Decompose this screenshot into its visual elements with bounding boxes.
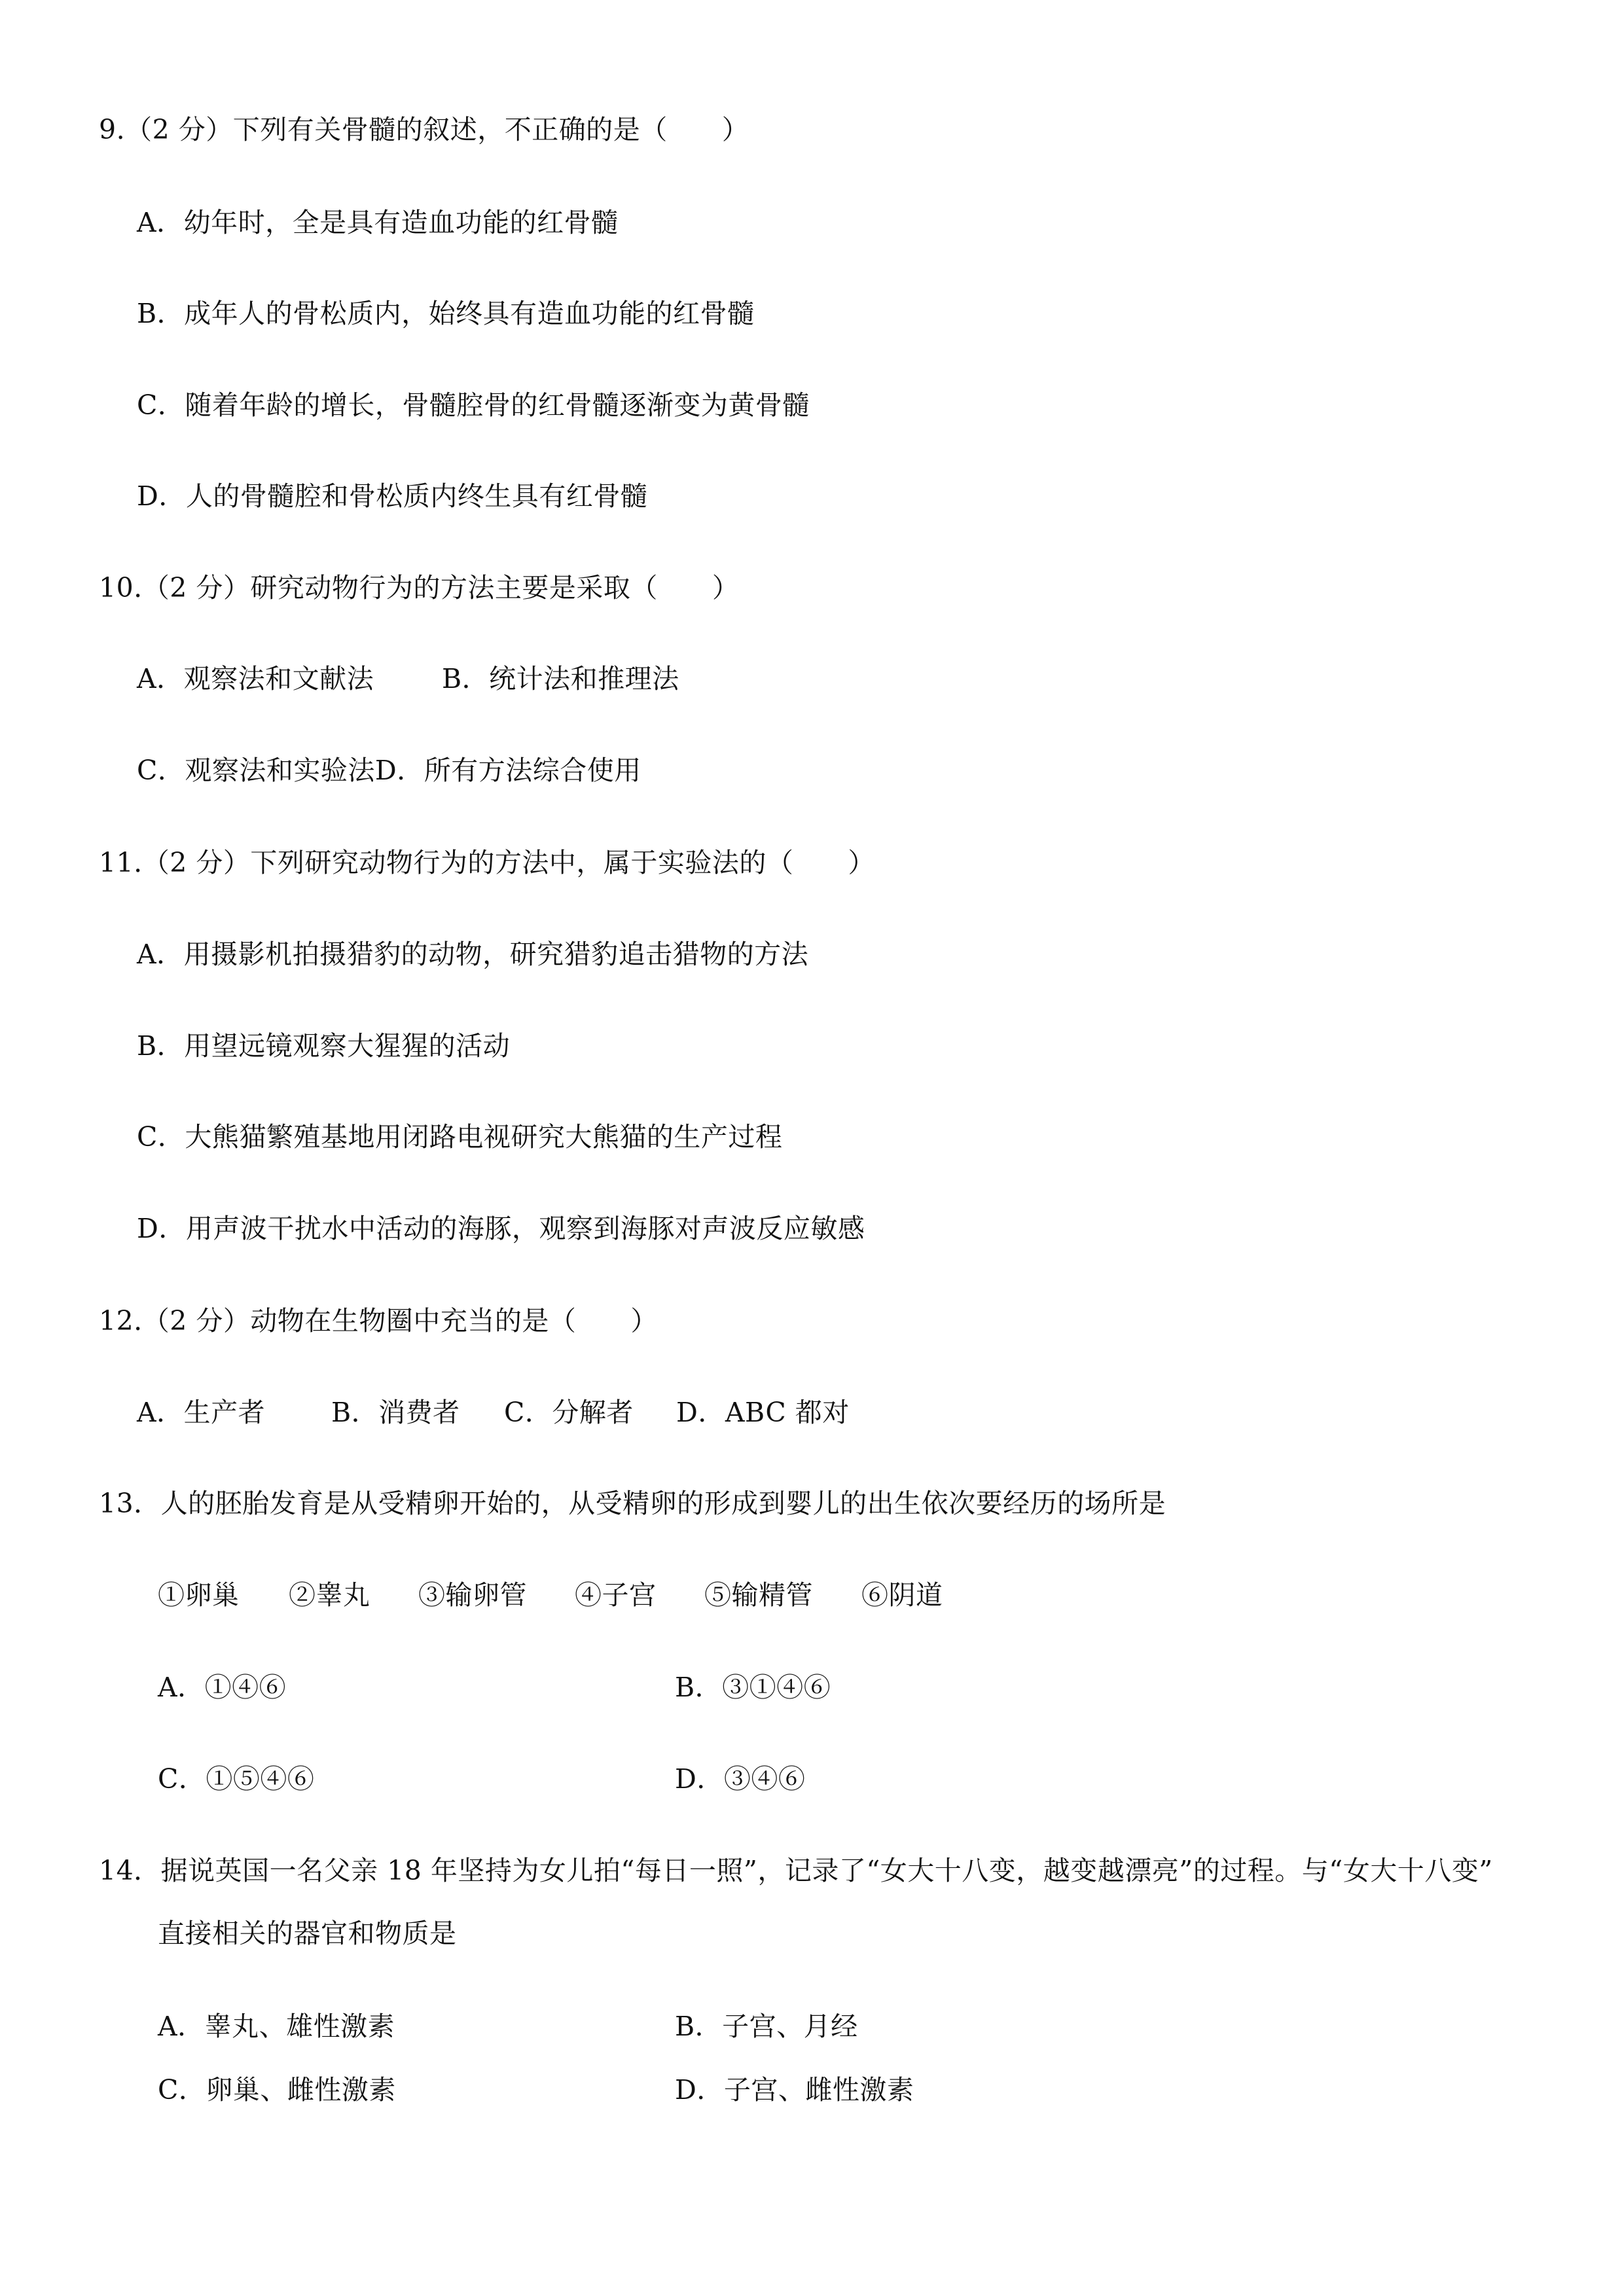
- question-12-option-a: A．生产者: [137, 1397, 266, 1428]
- question-10-option-cd: C．观察法和实验法D．所有方法综合使用: [137, 755, 641, 786]
- question-11-option-a: A．用摄影机拍摄猎豹的动物，研究猎豹追击猎物的方法: [137, 939, 809, 970]
- question-9-option-a: A．幼年时，全是具有造血功能的红骨髓: [137, 207, 619, 238]
- question-11-option-b: B．用望远镜观察大猩猩的活动: [137, 1030, 511, 1062]
- question-11-stem: 11.（2 分）下列研究动物行为的方法中，属于实验法的（ ）: [99, 847, 875, 878]
- question-14-stem-line-2: 直接相关的器官和物质是: [158, 1918, 457, 1949]
- question-10-option-b: B．统计法和推理法: [442, 663, 679, 694]
- question-9-option-b: B．成年人的骨松质内，始终具有造血功能的红骨髓: [137, 298, 755, 329]
- question-13-item-3: ③输卵管: [418, 1579, 527, 1611]
- question-13-option-a: A．①④⑥: [158, 1672, 287, 1703]
- question-13-item-5: ⑤输精管: [704, 1579, 813, 1611]
- question-12-stem: 12.（2 分）动物在生物圈中充当的是（ ）: [99, 1305, 658, 1336]
- question-10-option-a: A．观察法和文献法: [137, 663, 374, 694]
- question-14-option-a: A．睾丸、雄性激素: [158, 2011, 395, 2042]
- question-13-item-6: ⑥阴道: [861, 1579, 943, 1611]
- question-13-item-1: ①卵巢: [158, 1579, 240, 1611]
- question-12-option-c: C．分解者: [504, 1397, 634, 1428]
- question-9-option-c: C．随着年龄的增长，骨髓腔骨的红骨髓逐渐变为黄骨髓: [137, 389, 810, 421]
- question-9-stem: 9.（2 分）下列有关骨髓的叙述，不正确的是（ ）: [99, 114, 749, 145]
- question-9-option-d: D．人的骨髓腔和骨松质内终生具有红骨髓: [137, 480, 648, 512]
- question-11-option-d: D．用声波干扰水中活动的海豚，观察到海豚对声波反应敏感: [137, 1213, 865, 1244]
- question-13-option-c: C．①⑤④⑥: [158, 1763, 315, 1795]
- question-14-option-d: D．子宫、雌性激素: [675, 2074, 914, 2106]
- question-11-option-c: C．大熊猫繁殖基地用闭路电视研究大熊猫的生产过程: [137, 1121, 783, 1153]
- question-13-option-d: D．③④⑥: [675, 1763, 806, 1795]
- question-13-stem: 13．人的胚胎发育是从受精卵开始的，从受精卵的形成到婴儿的出生依次要经历的场所是: [99, 1488, 1166, 1519]
- question-14-option-c: C．卵巢、雌性激素: [158, 2074, 396, 2106]
- question-12-option-b: B．消费者: [331, 1397, 460, 1428]
- question-13-item-4: ④子宫: [575, 1579, 657, 1611]
- question-14-option-b: B．子宫、月经: [675, 2011, 858, 2042]
- question-12-option-d: D．ABC 都对: [676, 1397, 850, 1428]
- question-13-item-2: ②睾丸: [289, 1579, 370, 1611]
- question-14-stem-line-1: 14．据说英国一名父亲 18 年坚持为女儿拍“每日一照”，记录了“女大十八变，越变越漂亮”的过程。与“女大十八变”: [99, 1855, 1493, 1886]
- question-10-stem: 10.（2 分）研究动物行为的方法主要是采取（ ）: [99, 572, 740, 603]
- question-13-option-b: B．③①④⑥: [675, 1672, 831, 1703]
